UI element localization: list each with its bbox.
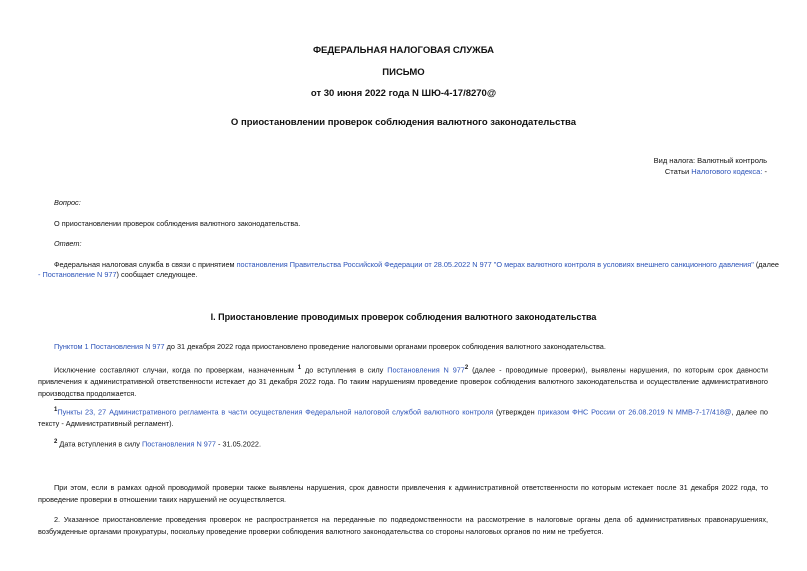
footnote-2 <box>54 436 261 450</box>
footnote-1 <box>38 404 768 430</box>
answer-intro-a: Федеральная налоговая служба в связи с принятием <box>54 260 237 269</box>
section-paragraph-2-a: Исключение составляют случаи, когда по проверкам, назначенным <box>54 365 298 375</box>
section-paragraph-1-text: до 31 декабря 2022 года приостановлено проведение налоговыми органами проверок соблюдения валютного законодательства. <box>164 342 606 351</box>
fns-order-link[interactable]: приказом ФНС России от 26.08.2019 N ММВ-7-17/418@ <box>537 407 732 417</box>
footnote-2-a: Дата вступления в силу <box>57 439 142 449</box>
org-name: ФЕДЕРАЛЬНАЯ НАЛОГОВАЯ СЛУЖБА <box>312 45 495 56</box>
admin-regulation-link[interactable]: Пункты 23, 27 Административного регламента в части осуществления Федеральной налоговой службой валютного контроля <box>57 407 494 417</box>
resolution-977-link[interactable]: постановления Правительства Российской Федерации от 28.05.2022 N 977 "О мерах валютного контроля в условиях внешнего санкционного давления" <box>236 260 754 269</box>
doc-type: ПИСЬМО <box>382 67 425 78</box>
section-paragraph-4: 2. Указанное приостановление проведения проверок не распространяется на переданные по подведомственности на рассмотрение в налоговые органы дела об административных правонарушениях, возбужденные органами прокуратуры, поскольку проведение проверки соблюдения валютного законодательства со стороны налоговых органов по ним не требуется. <box>38 515 768 536</box>
footnote-mark-1: 1 <box>54 407 58 413</box>
resolution-977-short-link[interactable]: Постановление N 977 <box>42 270 117 279</box>
articles-suffix: - <box>762 167 767 176</box>
footnote-divider <box>54 399 120 400</box>
point-1-link[interactable]: Пунктом 1 Постановления N 977 <box>54 342 165 351</box>
answer-intro-b: (далее <box>753 260 779 269</box>
section-paragraph-1 <box>54 341 606 353</box>
section-heading: I. Приостановление проводимых проверок соблюдения валютного законодательства <box>210 312 597 322</box>
footnote-2-b: - 31.05.2022. <box>215 439 261 449</box>
resolution-977-link-3[interactable]: Постановления N 977 <box>142 439 216 449</box>
section-paragraph-2-c: (далее - проводимые проверки), выявлены нарушения, по которым срок давности привлечения к административной ответственности истекает до 31 декабря 2022 года. По таким нарушениям проведение проверок соблюдения валютного законодательства и осуществление административного производства продолжается. <box>38 365 768 399</box>
footnote-ref-2[interactable]: 2 <box>464 365 469 371</box>
answer-intro-c: - <box>38 270 43 279</box>
question-text: О приостановлении проверок соблюдения валютного законодательства. <box>54 219 301 228</box>
section-paragraph-3: При этом, если в рамках одной проводимой проверки также выявлены нарушения, срок давности привлечения к административной ответственности по которым истекает после 31 декабря 2022 года, то проведение проверки в отношении таких нарушений не осуществляется. <box>38 483 768 504</box>
footnote-1-a: (утвержден <box>493 407 538 417</box>
tax-articles <box>665 166 767 177</box>
footnote-ref-1[interactable]: 1 <box>297 365 302 371</box>
section-paragraph-2 <box>38 362 768 400</box>
doc-date-number: от 30 июня 2022 года N ШЮ-4-17/8270@ <box>310 88 497 99</box>
tax-code-link[interactable]: Налогового кодекса: <box>691 167 763 176</box>
resolution-977-link-2[interactable]: Постановления N 977 <box>387 365 465 375</box>
answer-label: Ответ: <box>54 239 82 248</box>
doc-title: О приостановлении проверок соблюдения валютного законодательства <box>230 117 577 128</box>
articles-prefix: Статьи <box>664 167 692 176</box>
footnote-1-b: , далее по тексту - Административный регламент). <box>38 407 768 429</box>
footnote-mark-2: 2 <box>54 439 58 445</box>
answer-intro-line2 <box>38 269 198 281</box>
section-paragraph-2-b: до вступления в силу <box>301 365 388 375</box>
answer-intro-d: ) сообщает следующее. <box>116 270 198 279</box>
tax-type: Вид налога: Валютный контроль <box>653 156 767 165</box>
question-label: Вопрос: <box>54 198 81 207</box>
